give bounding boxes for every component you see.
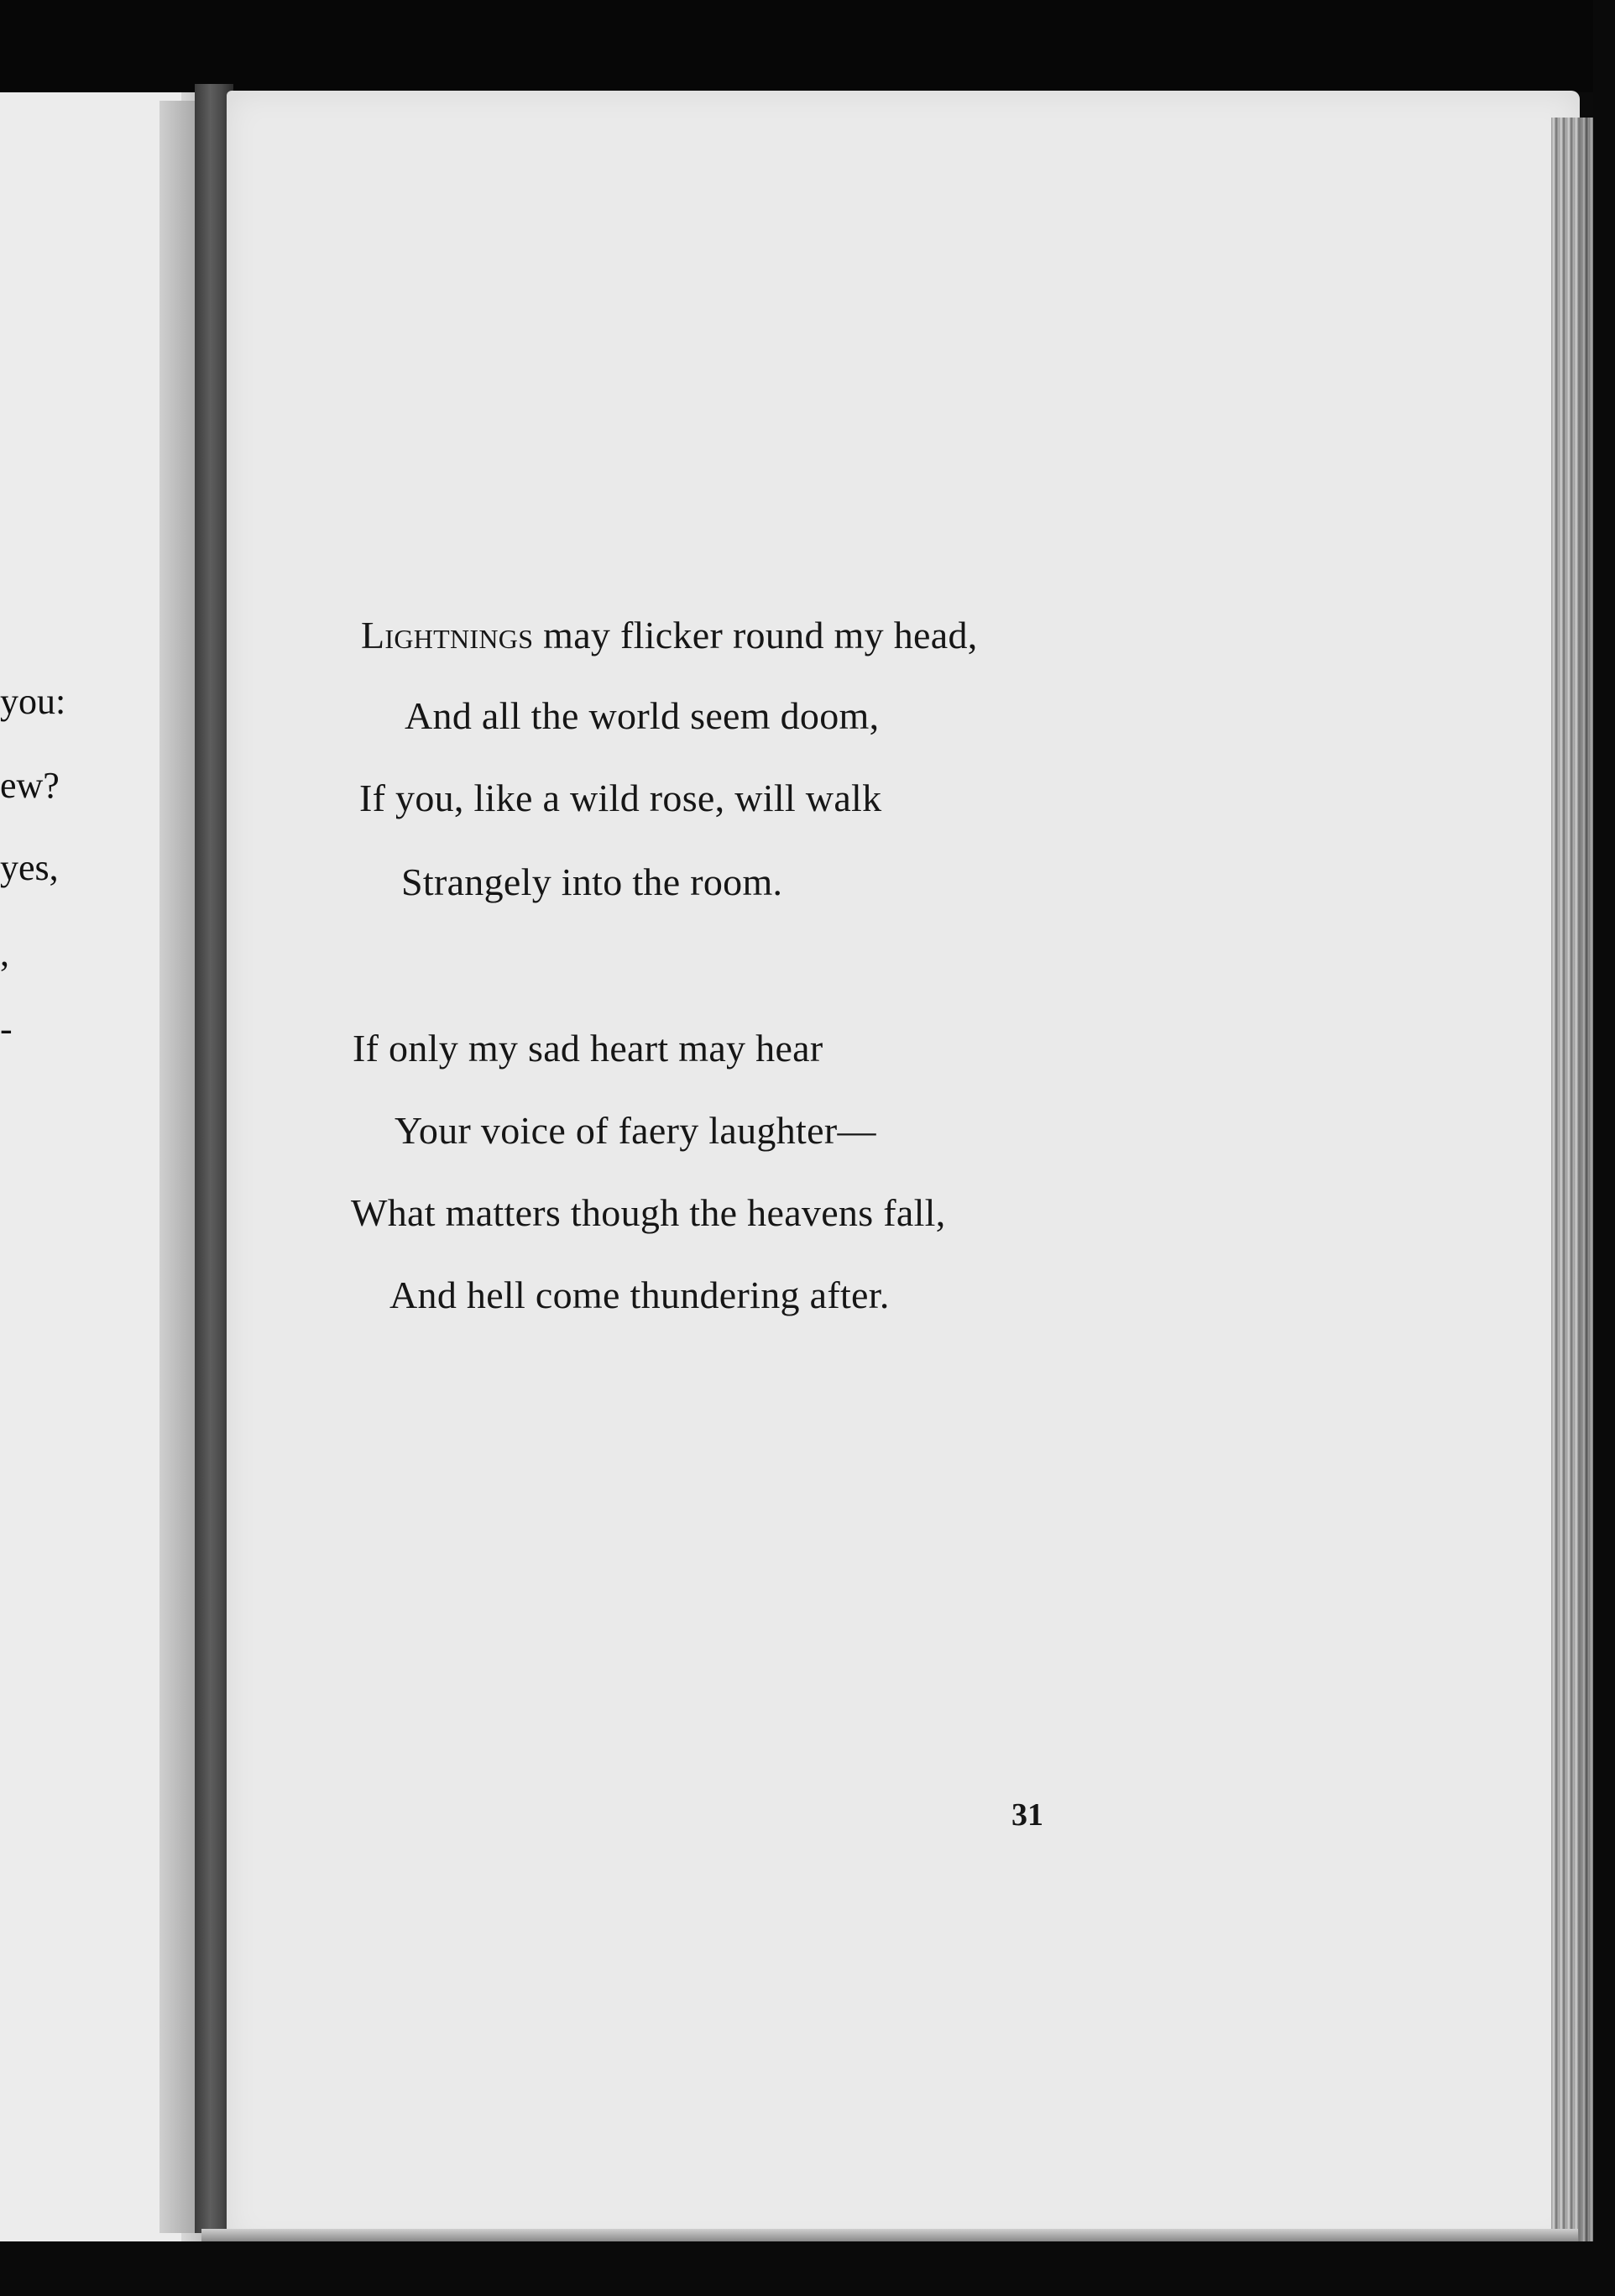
previous-page-fragment: yes, <box>0 847 59 888</box>
poem-line-text: may flicker round my head, <box>533 614 978 656</box>
page-number: 31 <box>1011 1797 1043 1833</box>
poem-line <box>361 613 978 657</box>
previous-page-fragment: - <box>0 1008 13 1049</box>
poem-line: And all the world seem doom, <box>405 694 880 737</box>
previous-page-fragment: you: <box>0 681 66 722</box>
poem-line: Strangely into the room. <box>401 860 783 903</box>
previous-page-fragment: ew? <box>0 765 60 806</box>
poem-line: And hell come thundering after. <box>389 1274 890 1316</box>
poem-line: If you, like a wild rose, will walk <box>359 777 882 819</box>
poem-line: If only my sad heart may hear <box>353 1027 823 1070</box>
poem-line: Your voice of faery laughter— <box>395 1109 876 1152</box>
poem-initial-word: Lightnings <box>361 614 534 656</box>
poem-line: What matters though the heavens fall, <box>351 1191 946 1234</box>
previous-page-fragment: , <box>0 933 9 974</box>
